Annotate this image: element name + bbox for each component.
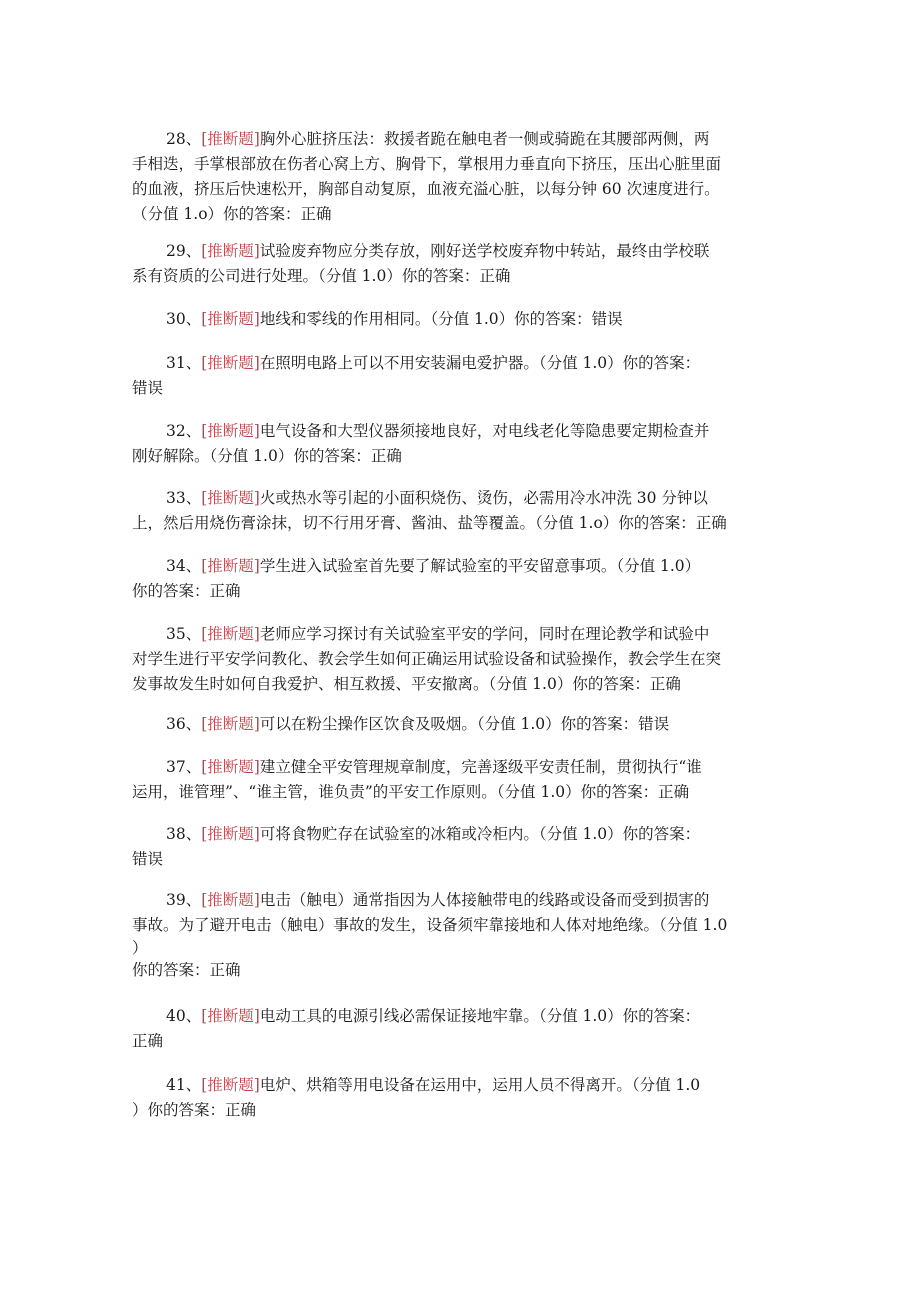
question-first-line [132,1004,792,1029]
question-text: 胸外心脏挤压法：救援者跪在触电者一侧或骑跪在其腰部两侧，两 [259,130,710,148]
question-line: ） [132,939,148,957]
question-text: 火或热水等引起的小面积烧伤、烫伤，必需用冷水冲洗 30 分钟以 [259,489,708,507]
question-38 [132,822,792,872]
question-type-tag: [推断题] [201,1007,260,1025]
question-line: 你的答案：正确 [132,961,241,979]
question-line: 刚好解除。（分值 1.0）你的答案：正确 [132,447,402,465]
question-line: 错误 [132,850,164,868]
question-number: 38、 [166,825,202,843]
question-type-tag: [推断题] [201,130,260,148]
question-number: 34、 [166,557,202,575]
question-text: 老师应学习探讨有关试验室平安的学问，同时在理论教学和试验中 [259,625,710,643]
question-first-line [132,822,792,847]
question-type-tag: [推断题] [201,891,260,909]
question-first-line [132,239,792,264]
question-number: 31、 [166,354,202,372]
question-first-line [132,712,792,737]
question-first-line [132,419,792,444]
question-31 [132,351,792,401]
question-number: 33、 [166,489,202,507]
question-34 [132,554,792,604]
question-first-line [132,486,792,511]
question-28 [132,127,792,227]
question-text: 建立健全平安管理规章制度，完善逐级平安责任制，贯彻执行“谁 [259,758,702,776]
question-32 [132,419,792,469]
question-line: 手相迭，手掌根部放在伤者心窝上方、胸骨下，掌根用力垂直向下挤压，压出心脏里面 [132,155,722,173]
question-line: 错误 [132,379,164,397]
question-type-tag: [推断题] [201,242,260,260]
question-text: 可将食物贮存在试验室的冰箱或冷柜内。（分值 1.0）你的答案： [259,825,701,843]
question-line: ）你的答案：正确 [132,1101,257,1119]
question-text: 电击（触电）通常指因为人体接触带电的线路或设备而受到损害的 [259,891,710,909]
question-type-tag: [推断题] [201,310,260,328]
question-30 [132,307,792,332]
question-line: 上，然后用烧伤膏涂抹，切不行用牙膏、酱油、盐等覆盖。（分值 1.o）你的答案：正确 [132,514,727,532]
question-line: 正确 [132,1032,164,1050]
question-line: （分值 1.o）你的答案：正确 [132,205,332,223]
question-first-line [132,554,792,579]
question-number: 32、 [166,422,202,440]
question-first-line [132,351,792,376]
question-35 [132,622,792,697]
question-40 [132,1004,792,1054]
question-line: 你的答案：正确 [132,582,241,600]
question-39 [132,888,792,983]
question-number: 40、 [166,1007,202,1025]
question-first-line [132,1073,792,1098]
question-text: 电气设备和大型仪器须接地良好，对电线老化等隐患要定期检查并 [259,422,710,440]
question-33 [132,486,792,536]
question-text: 地线和零线的作用相同。（分值 1.0）你的答案：错误 [259,310,623,328]
question-first-line [132,127,792,152]
question-first-line [132,755,792,780]
question-first-line [132,888,792,913]
question-number: 41、 [166,1076,202,1094]
question-line: 系有资质的公司进行处理。（分值 1.0）你的答案：正确 [132,267,511,285]
question-text: 试验废弃物应分类存放，刚好送学校废弃物中转站，最终由学校联 [259,242,710,260]
question-line: 运用，谁管理”、“谁主管，谁负责”的平安工作原则。（分值 1.0）你的答案：正确 [132,783,690,801]
question-type-tag: [推断题] [201,422,260,440]
question-type-tag: [推断题] [201,557,260,575]
question-text: 学生进入试验室首先要了解试验室的平安留意事项。（分值 1.0） [259,557,701,575]
question-number: 39、 [166,891,202,909]
question-29 [132,239,792,289]
question-number: 37、 [166,758,202,776]
question-36 [132,712,792,737]
question-number: 29、 [166,242,202,260]
question-type-tag: [推断题] [201,758,260,776]
question-text: 在照明电路上可以不用安装漏电爱护器。（分值 1.0）你的答案： [259,354,701,372]
question-type-tag: [推断题] [201,1076,260,1094]
question-text: 电炉、烘箱等用电设备在运用中，运用人员不得离开。（分值 1.0 [259,1076,701,1094]
question-first-line [132,307,792,332]
question-line: 的血液，挤压后快速松开，胸部自动复原，血液充溢心脏，以每分钟 60 次速度进行。 [132,180,720,198]
question-number: 36、 [166,715,202,733]
question-type-tag: [推断题] [201,354,260,372]
question-type-tag: [推断题] [201,715,260,733]
question-line: 发事故发生时如何自我爱护、相互救援、平安撤离。（分值 1.0）你的答案：正确 [132,675,681,693]
question-type-tag: [推断题] [201,825,260,843]
question-number: 28、 [166,130,202,148]
question-text: 可以在粉尘操作区饮食及吸烟。（分值 1.0）你的答案：错误 [259,715,670,733]
question-41 [132,1073,792,1123]
question-number: 35、 [166,625,202,643]
question-text: 电动工具的电源引线必需保证接地牢靠。（分值 1.0）你的答案： [259,1007,701,1025]
question-first-line [132,622,792,647]
question-line: 对学生进行平安学问教化、教会学生如何正确运用试验设备和试验操作，教会学生在突 [132,650,722,668]
question-type-tag: [推断题] [201,625,260,643]
question-37 [132,755,792,805]
question-line: 事故。为了避开电击（触电）事故的发生，设备须牢靠接地和人体对地绝缘。（分值 1.0 [132,916,728,934]
question-number: 30、 [166,310,202,328]
question-type-tag: [推断题] [201,489,260,507]
